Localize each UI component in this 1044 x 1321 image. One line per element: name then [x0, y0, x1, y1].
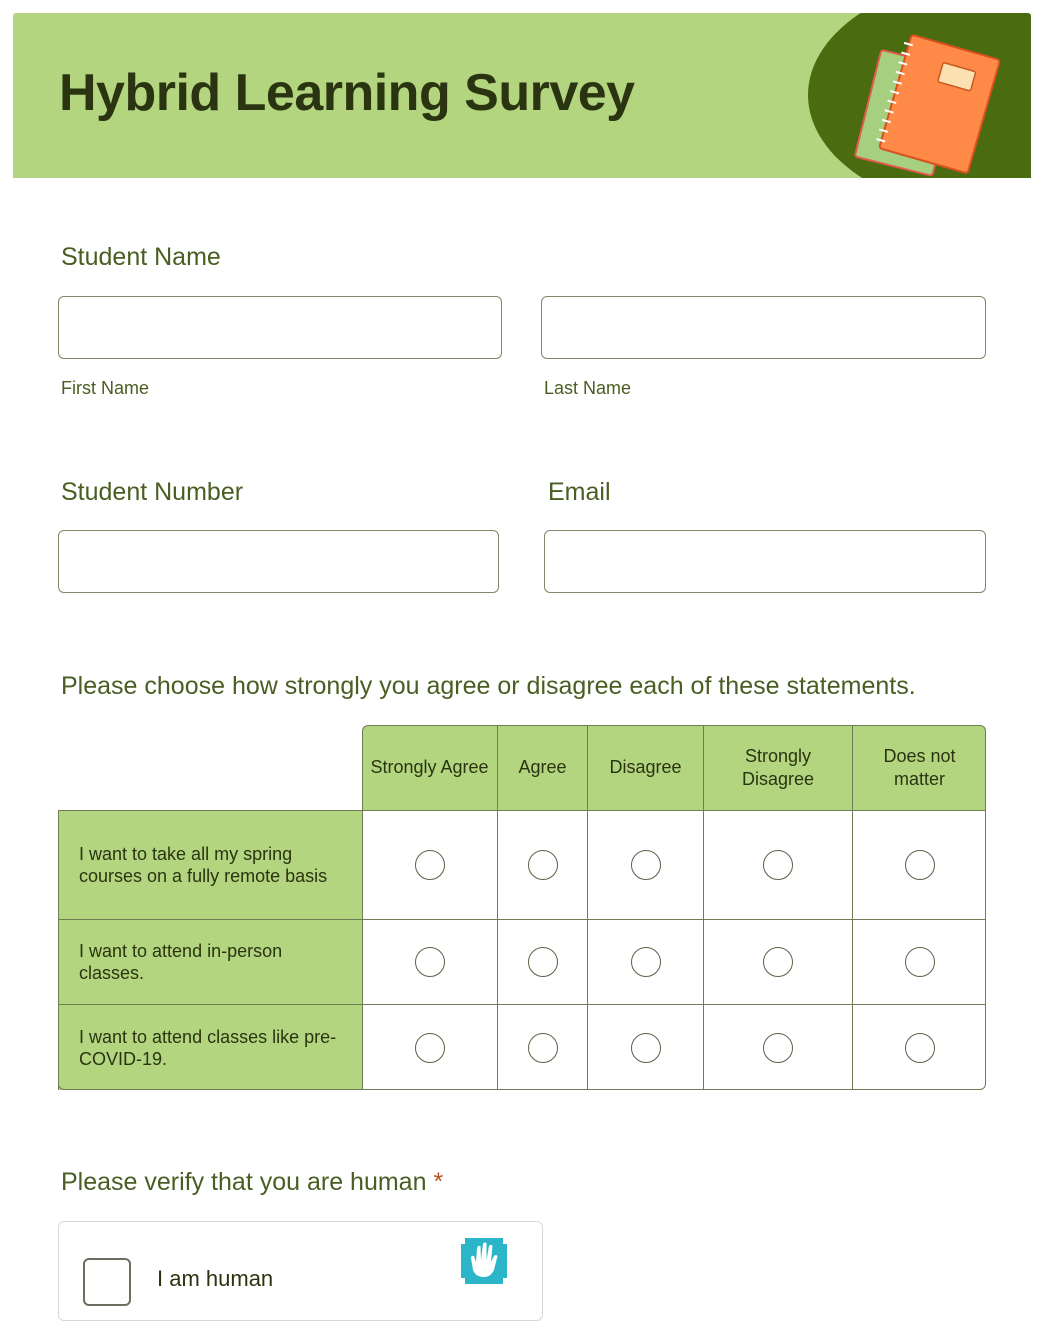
matrix-row-label: I want to attend in-person classes.	[58, 919, 362, 1004]
email-input[interactable]	[544, 530, 986, 593]
radio-row1-strongly-disagree[interactable]	[763, 850, 793, 880]
matrix-cell	[497, 810, 587, 919]
matrix-cell	[587, 810, 703, 919]
matrix-cell	[587, 919, 703, 1004]
matrix-row-label: I want to attend classes like pre-COVID-19.	[58, 1004, 362, 1090]
captcha-label	[61, 1168, 443, 1197]
last-name-input[interactable]	[541, 296, 986, 359]
student-number-input[interactable]	[58, 530, 499, 593]
first-name-input[interactable]	[58, 296, 502, 359]
radio-row3-does-not-matter[interactable]	[905, 1033, 935, 1063]
matrix-cell	[852, 919, 986, 1004]
radio-row1-agree[interactable]	[528, 850, 558, 880]
matrix-question: Please choose how strongly you agree or disagree each of these statements.	[61, 672, 916, 700]
matrix-cell	[703, 810, 852, 919]
radio-row2-disagree[interactable]	[631, 947, 661, 977]
matrix-cell	[362, 919, 497, 1004]
radio-row2-strongly-agree[interactable]	[415, 947, 445, 977]
form-header	[13, 13, 1031, 178]
student-number-label: Student Number	[61, 478, 244, 506]
hand-shield-icon	[457, 1234, 511, 1288]
radio-row3-strongly-disagree[interactable]	[763, 1033, 793, 1063]
matrix-cell	[362, 1004, 497, 1090]
radio-row2-does-not-matter[interactable]	[905, 947, 935, 977]
notebooks-icon	[793, 13, 1031, 178]
radio-row2-agree[interactable]	[528, 947, 558, 977]
column-disagree: Disagree	[587, 725, 703, 810]
column-does-not-matter: Does not matter	[852, 725, 986, 810]
matrix-cell	[703, 1004, 852, 1090]
radio-row2-strongly-disagree[interactable]	[763, 947, 793, 977]
matrix-cell	[587, 1004, 703, 1090]
last-name-sublabel: Last Name	[544, 378, 632, 398]
radio-row3-strongly-agree[interactable]	[415, 1033, 445, 1063]
required-mark: *	[433, 1168, 444, 1196]
captcha-checkbox-label: I am human	[157, 1266, 274, 1291]
column-strongly-agree: Strongly Agree	[370, 757, 489, 777]
email-label: Email	[548, 478, 611, 506]
form-title: Hybrid Learning Survey	[59, 64, 635, 122]
radio-row1-strongly-agree[interactable]	[415, 850, 445, 880]
student-name-label: Student Name	[61, 243, 221, 271]
matrix-row-label: I want to take all my spring courses on a fully remote basis	[58, 810, 362, 919]
captcha-checkbox[interactable]	[83, 1258, 131, 1306]
radio-row3-disagree[interactable]	[631, 1033, 661, 1063]
first-name-sublabel: First Name	[61, 378, 150, 398]
agreement-matrix	[58, 725, 986, 1090]
radio-row3-agree[interactable]	[528, 1033, 558, 1063]
matrix-cell	[497, 1004, 587, 1090]
matrix-cell	[362, 810, 497, 919]
matrix-cell	[497, 919, 587, 1004]
radio-row1-does-not-matter[interactable]	[905, 850, 935, 880]
column-strongly-disagree: Strongly Disagree	[703, 725, 852, 810]
matrix-cell	[852, 1004, 986, 1090]
captcha-widget	[58, 1221, 543, 1321]
column-agree: Agree	[497, 725, 587, 810]
matrix-cell	[852, 810, 986, 919]
matrix-cell	[703, 919, 852, 1004]
captcha-label-text: Please verify that you are human	[61, 1168, 427, 1196]
radio-row1-disagree[interactable]	[631, 850, 661, 880]
